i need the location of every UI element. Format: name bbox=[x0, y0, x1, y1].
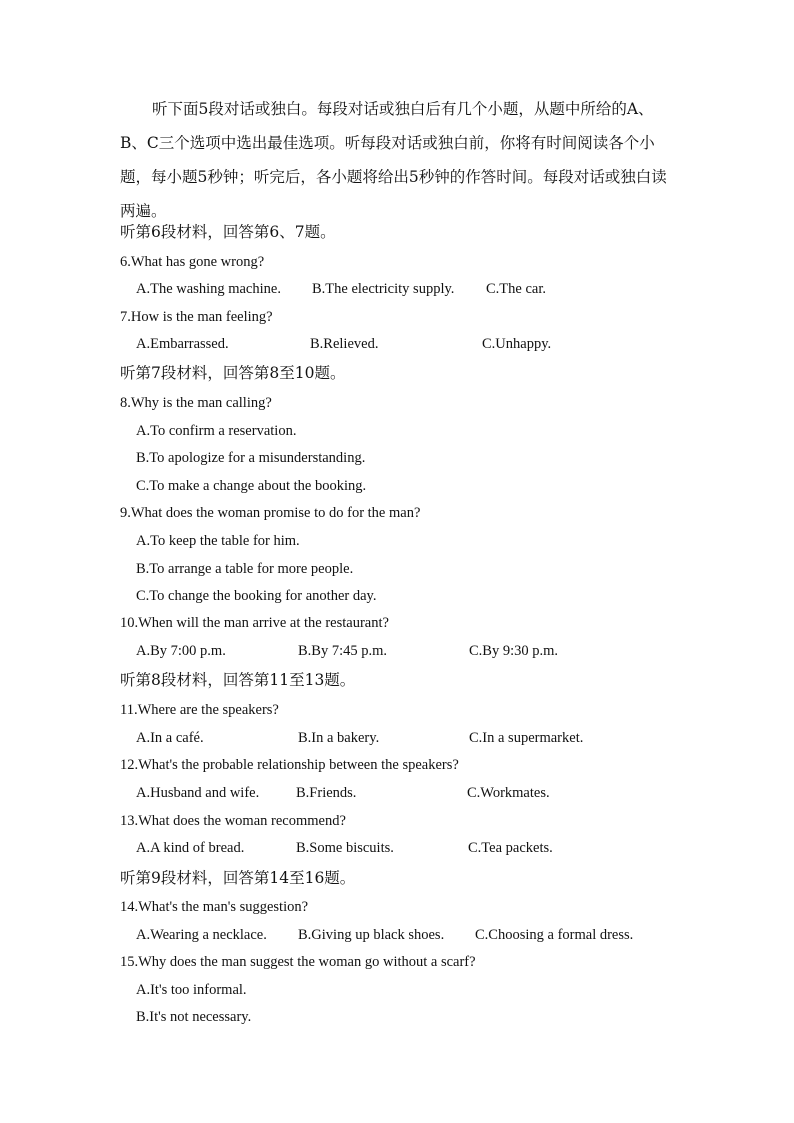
option-c: C.Unhappy. bbox=[482, 336, 552, 352]
option-a: A.In a café. bbox=[136, 730, 204, 746]
section-heading: 听第8段材料，回答第11至13题。 bbox=[120, 671, 356, 689]
option-c: C.By 9:30 p.m. bbox=[469, 643, 559, 659]
option-b: B.Some biscuits. bbox=[296, 840, 394, 856]
option-c: C.Choosing a formal dress. bbox=[475, 927, 634, 943]
option-c: C.To make a change about the booking. bbox=[136, 478, 367, 494]
option-b: B.Relieved. bbox=[310, 336, 379, 352]
option-c: C.The car. bbox=[486, 281, 546, 297]
option-a: A.It's too informal. bbox=[136, 982, 247, 998]
question-text: 9.What does the woman promise to do for the man? bbox=[120, 505, 421, 521]
question-text: 7.How is the man feeling? bbox=[120, 309, 273, 325]
option-b: B.To apologize for a misunderstanding. bbox=[136, 450, 366, 466]
option-c: C.Tea packets. bbox=[468, 840, 553, 856]
question-text: 6.What has gone wrong? bbox=[120, 254, 265, 270]
question-text: 15.Why does the man suggest the woman go without a scarf? bbox=[120, 954, 476, 970]
option-a: A.Embarrassed. bbox=[136, 336, 229, 352]
option-b: B.In a bakery. bbox=[298, 730, 380, 746]
option-c: C.Workmates. bbox=[467, 785, 550, 801]
option-c: C.In a supermarket. bbox=[469, 730, 584, 746]
option-b: B.Giving up black shoes. bbox=[298, 927, 445, 943]
option-a: A.By 7:00 p.m. bbox=[136, 643, 226, 659]
instructions-paragraph: 听下面5段对话或独白。每段对话或独白后有几个小题，从题中所给的A、B、C三个选项中选出最佳选项。听每段对话或独白前，你将有时间阅读各个小题，每小题5秒钟；听完后，各小题将给出5秒钟的作答时间。每段对话或独白读两遍。 bbox=[120, 100, 667, 220]
option-b: B.To arrange a table for more people. bbox=[136, 561, 354, 577]
section-heading: 听第6段材料，回答第6、7题。 bbox=[120, 223, 336, 241]
option-b: B.The electricity supply. bbox=[312, 281, 455, 297]
option-a: A.The washing machine. bbox=[136, 281, 281, 297]
option-a: A.A kind of bread. bbox=[136, 840, 245, 856]
question-text: 8.Why is the man calling? bbox=[120, 395, 272, 411]
question-text: 13.What does the woman recommend? bbox=[120, 813, 346, 829]
question-text: 10.When will the man arrive at the restaurant? bbox=[120, 615, 389, 631]
option-a: A.To confirm a reservation. bbox=[136, 423, 297, 439]
question-text: 12.What's the probable relationship between the speakers? bbox=[120, 757, 459, 773]
option-b: B.It's not necessary. bbox=[136, 1009, 252, 1025]
option-a: A.Wearing a necklace. bbox=[136, 927, 267, 943]
option-c: C.To change the booking for another day. bbox=[136, 588, 377, 604]
section-heading: 听第9段材料，回答第14至16题。 bbox=[120, 869, 356, 887]
option-b: B.By 7:45 p.m. bbox=[298, 643, 388, 659]
option-b: B.Friends. bbox=[296, 785, 357, 801]
option-a: A.To keep the table for him. bbox=[136, 533, 300, 549]
question-text: 14.What's the man's suggestion? bbox=[120, 899, 309, 915]
section-heading: 听第7段材料，回答第8至10题。 bbox=[120, 364, 346, 382]
question-text: 11.Where are the speakers? bbox=[120, 702, 279, 718]
option-a: A.Husband and wife. bbox=[136, 785, 260, 801]
